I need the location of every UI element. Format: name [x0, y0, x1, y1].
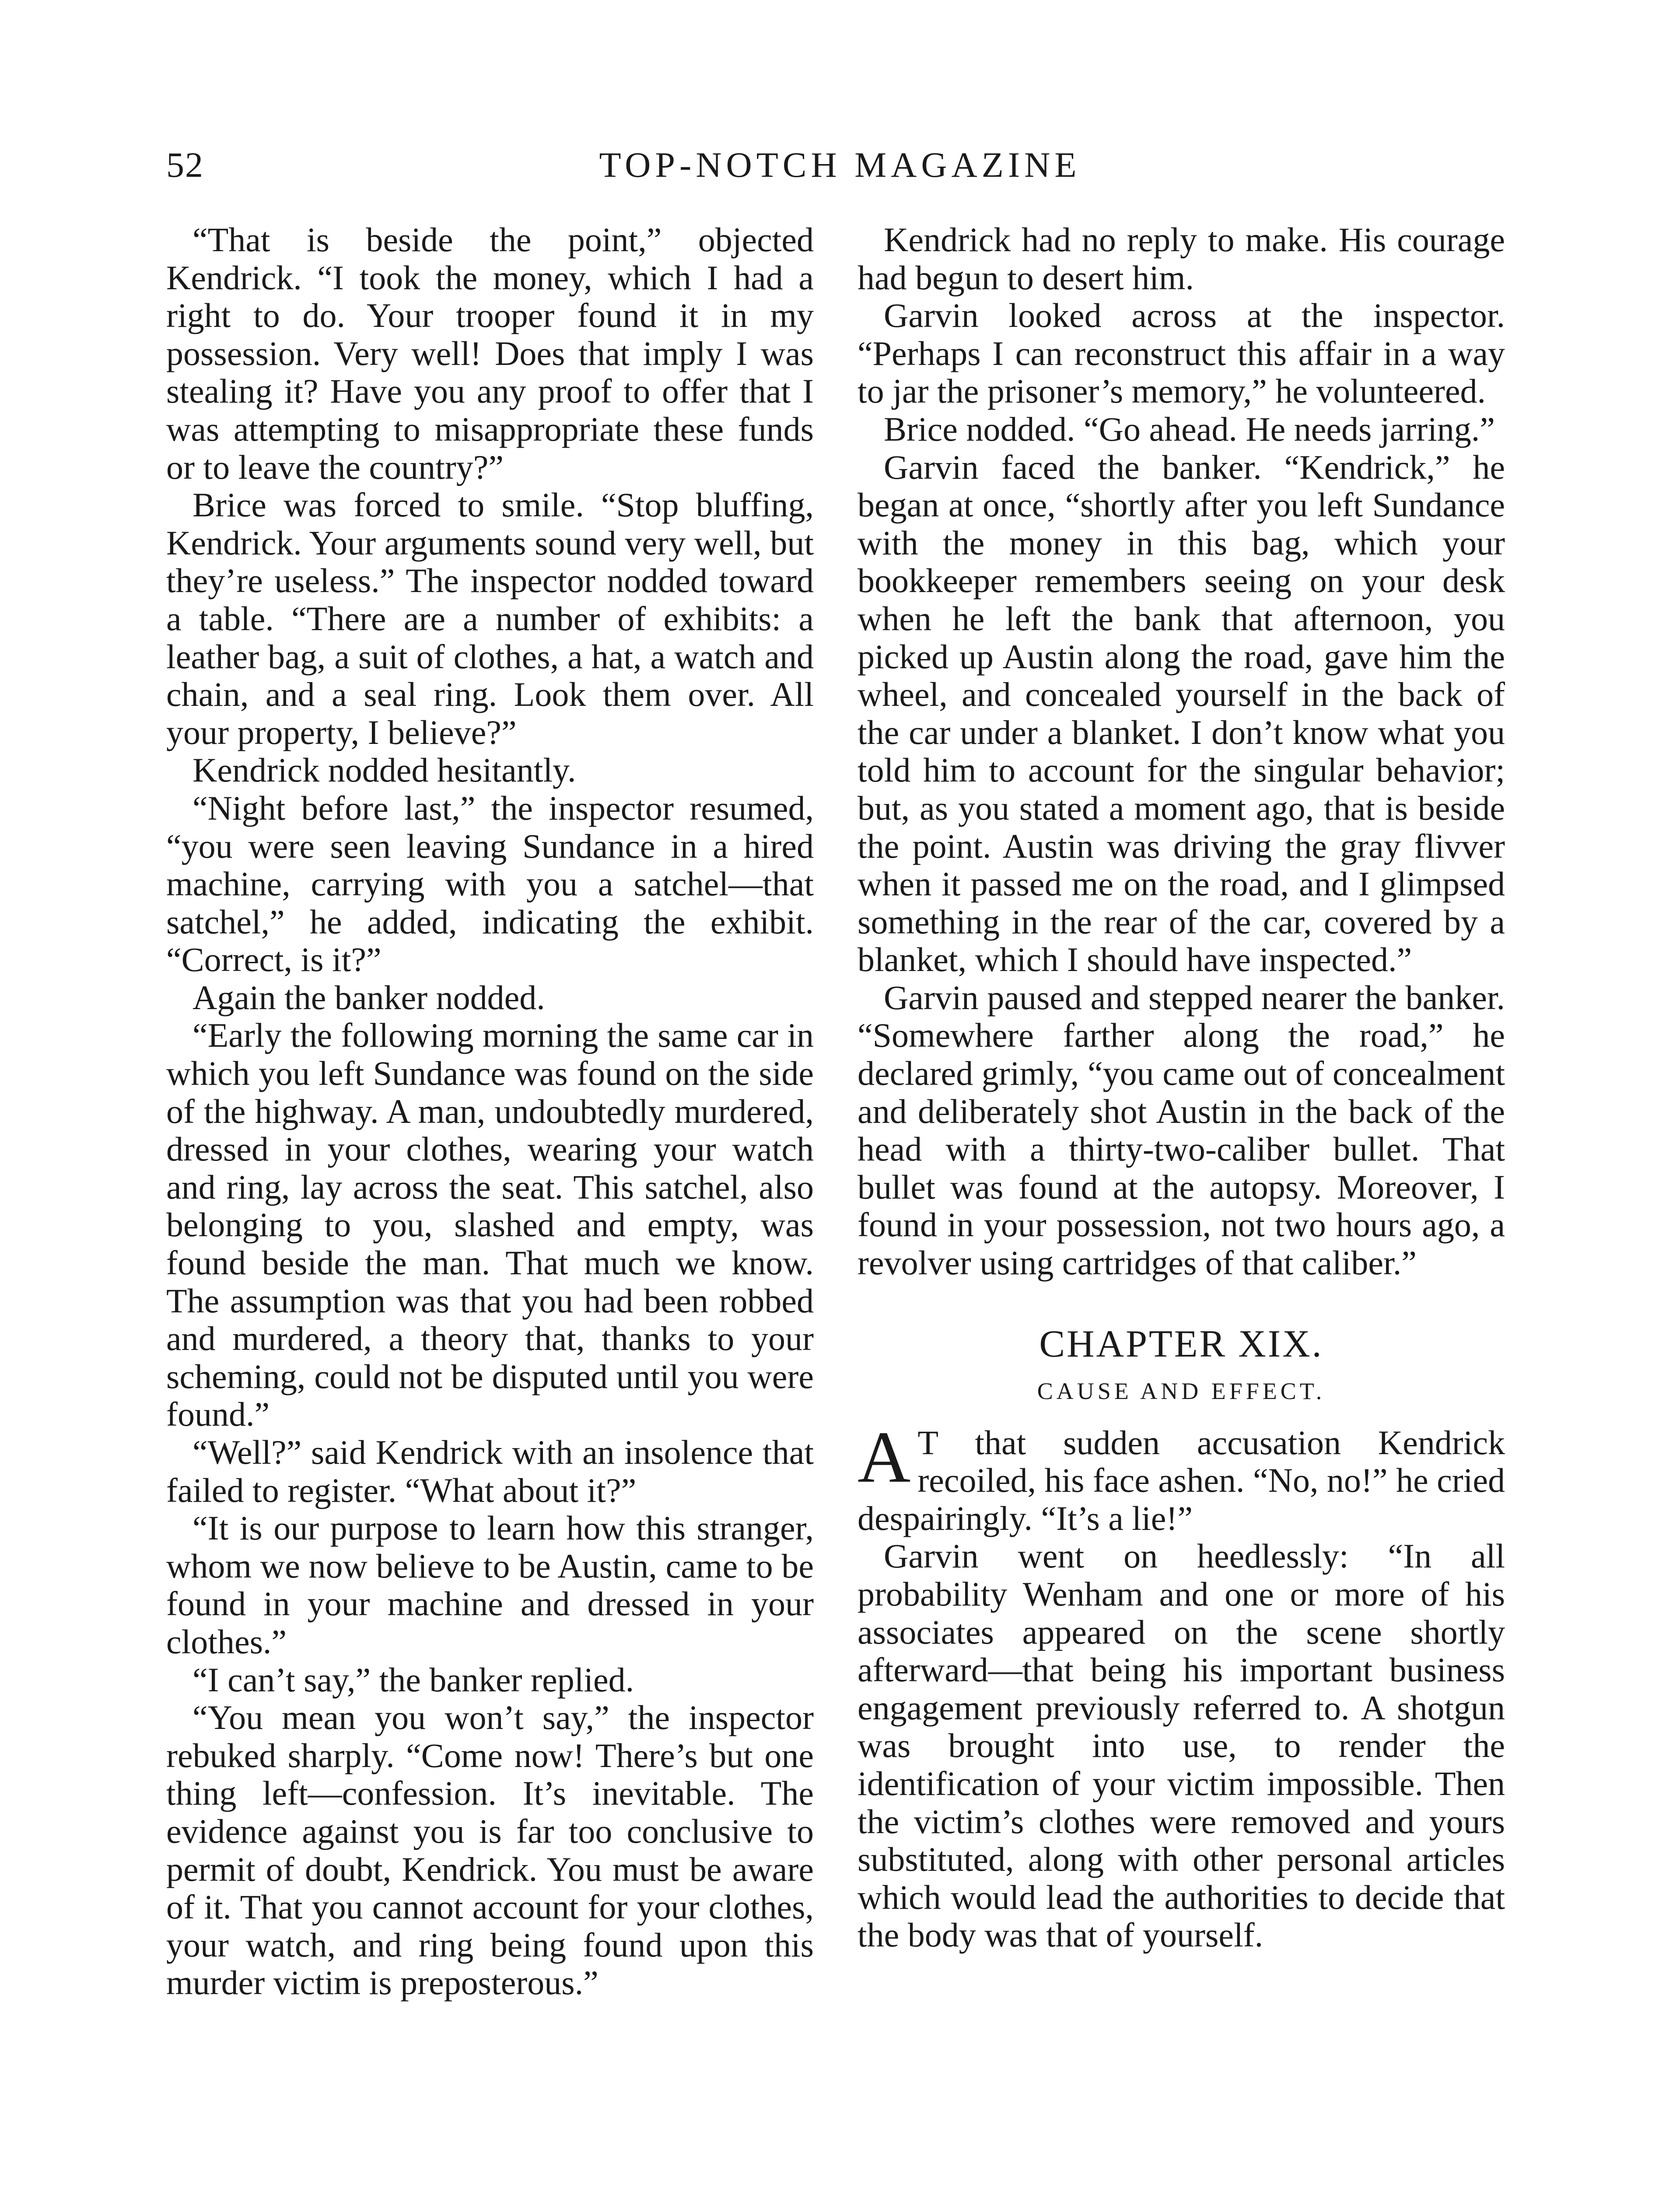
paragraph: “That is beside the point,” objected Kendrick. “I took the money, which I had a right to do. Your trooper found it in my possession. Very well! Does that imply I was stealing it? Have you any proof to offer that I was attempting to misappropriate these funds or to leave the country?”	[166, 221, 814, 486]
chapter-heading: CHAPTER XIX.	[1039, 1322, 1323, 1365]
paragraph: Kendrick nodded hesitantly.	[192, 751, 576, 789]
right-column	[858, 221, 1505, 1954]
running-header	[166, 144, 1514, 188]
paragraph: “Well?” said Kendrick with an insolence that failed to register. “What about it?”	[166, 1433, 814, 1509]
left-column	[166, 221, 814, 2002]
magazine-title: TOP-NOTCH MAGAZINE	[599, 145, 1081, 185]
paragraph: “Early the following morning the same car in which you left Sundance was found on the side of the highway. A man, undoubtedly murdered, dressed in your clothes, wearing your watch and ring, lay across the seat. This satchel, also belonging to you, slashed and empty, was found beside the man. That much we know. The assumption was that you had been robbed and murdered, a theory that, thanks to your scheming, could not be disputed until you were found.”	[166, 1016, 814, 1434]
paragraph: “It is our purpose to learn how this stranger, whom we now believe to be Austin, came to be found in your machine and dressed in your clothes.”	[166, 1509, 814, 1661]
paragraph: Garvin looked across at the inspector. “Perhaps I can reconstruct this affair in a way to jar the prisoner’s memory,” he volunteered.	[858, 296, 1505, 410]
page-number: 52	[166, 145, 204, 185]
chapter-opening-paragraph	[858, 1416, 1505, 1538]
paragraph: Kendrick had no reply to make. His courage had begun to desert him.	[858, 221, 1505, 297]
paragraph: “You mean you won’t say,” the inspector rebuked sharply. “Come now! There’s but one thing left—confession. It’s inevitable. The evidence against you is far too conclusive to permit of doubt, Kendrick. You must be aware of it. That you cannot account for your clothes, your watch, and ring being found upon this murder victim is preposterous.”	[166, 1698, 814, 2002]
paragraph: Again the banker nodded.	[192, 978, 545, 1017]
paragraph: “I can’t say,” the banker replied.	[192, 1660, 634, 1699]
chapter-subtitle: CAUSE AND EFFECT.	[1037, 1378, 1326, 1404]
paragraph: Garvin paused and stepped nearer the banker. “Somewhere farther along the road,” he declared grimly, “you came out of concealment and deliberately shot Austin in the back of the head with a thirty-two-caliber bullet. That bullet was found at the autopsy. Moreover, I found in your possession, not two hours ago, a revolver using cartridges of that caliber.”	[858, 978, 1505, 1282]
paragraph: Garvin faced the banker. “Kendrick,” he began at once, “shortly after you left Sundance with the money in this bag, which your bookkeeper remembers seeing on your desk when he left the bank that afternoon, you picked up Austin along the road, gave him the wheel, and concealed yourself in the back of the car under a blanket. I don’t know what you told him to account for the singular behavior; but, as you stated a moment ago, that is beside the point. Austin was driving the gray flivver when it passed me on the road, and I glimpsed something in the rear of the car, covered by a blanket, which I should have inspected.”	[858, 448, 1505, 979]
paragraph: Brice was forced to smile. “Stop bluffing, Kendrick. Your arguments sound very well, but they’re useless.” The inspector nodded toward a table. “There are a number of exhibits: a leather bag, a suit of clothes, a hat, a watch and chain, and a seal ring. Look them over. All your property, I believe?”	[166, 486, 814, 751]
paragraph: Brice nodded. “Go ahead. He needs jarring.”	[884, 410, 1495, 448]
opening-text: T that sudden accusation Kendrick recoiled, his face ashen. “No, no!” he cried despairingly. “It’s a lie!”	[858, 1423, 1505, 1537]
paragraph: “Night before last,” the inspector resumed, “you were seen leaving Sundance in a hired machine, carrying with you a satchel—that satchel,” he added, indicating the exhibit. “Correct, is it?”	[166, 789, 814, 979]
drop-cap: A	[858, 1416, 911, 1498]
paragraph: Garvin went on heedlessly: “In all probability Wenham and one or more of his associates appeared on the scene shortly afterward—that being his important business engagement previously referred to. A shotgun was brought into use, to render the identification of your victim impossible. Then the victim’s clothes were removed and yours substituted, along with other personal articles which would lead the authorities to decide that the body was that of yourself.	[858, 1537, 1505, 1954]
